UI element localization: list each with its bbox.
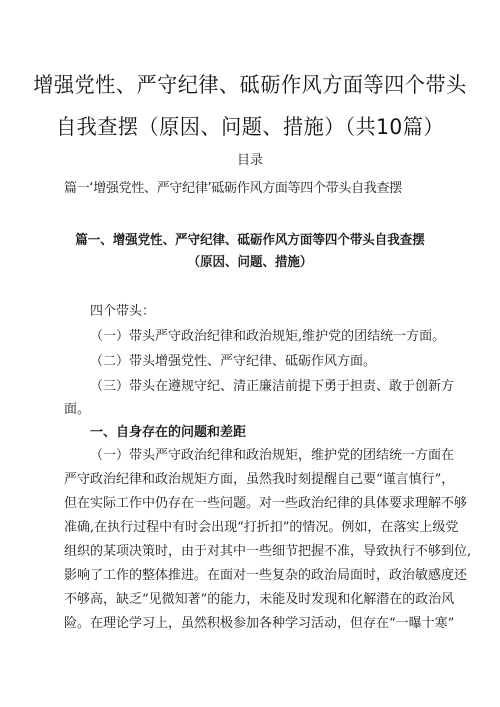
paragraph-line: 组织的某项决策时，由于对其中一些细节把握不准，导致执行不够到位, — [64, 544, 472, 559]
paragraph-line: 险。在理论学习上，虽然积极参加各种学习活动，但存在“一曝十寒” — [64, 616, 455, 631]
list-item: （三）带头在遵规守纪、清正廉洁前提下勇于担责、敢于创新方 — [90, 379, 455, 394]
subheading: 一、自身存在的问题和差距 — [90, 425, 247, 440]
paragraph-line: （一）带头严守政治纪律和政治规矩，维护党的团结统一方面在 — [90, 448, 455, 463]
paragraph-line: 不够高，缺乏“见微知著”的能力，未能及时发现和化解潜在的政治风 — [64, 592, 455, 607]
document-title-line-1: 增强党性、严守纪律、砥砺作风方面等四个带头 — [33, 73, 467, 97]
section-title-line-1: 篇一、增强党性、严守纪律、砥砺作风方面等四个带头自我查摆 — [75, 233, 425, 248]
intro-text: 四个带头： — [90, 304, 156, 319]
list-item-continuation: 面。 — [64, 402, 91, 417]
toc-entry-1[interactable]: 篇一‘增强党性、严守纪律’砥砺作风方面等四个带头自我查摆 — [64, 181, 402, 196]
document-title-line-2: 自我查摆（原因、问题、措施）（共10篇） — [55, 115, 445, 139]
list-item: （一）带头严守政治纪律和政治规矩,维护党的团结统一方面。 — [90, 329, 446, 344]
paragraph-line: 严守政治纪律和政治规矩方面，虽然我时刻提醒自己要“谨言慎行”， — [64, 472, 455, 487]
paragraph-line: 影响了工作的整体推进。在面对一些复杂的政治局面时，政治敏感度还 — [64, 568, 468, 583]
toc-heading: 目录 — [236, 153, 263, 168]
section-title-line-2: （原因、问题、措施） — [187, 255, 313, 270]
paragraph-line: 准确,在执行过程中有时会出现“打折扣”的情况。例如，在落实上级党 — [64, 520, 459, 535]
list-item: （二）带头增强党性、严守纪律、砥砺作风方面。 — [90, 354, 377, 369]
paragraph-line: 但在实际工作中仍存在一些问题。对一些政治纪律的具体要求理解不够 — [64, 496, 468, 511]
